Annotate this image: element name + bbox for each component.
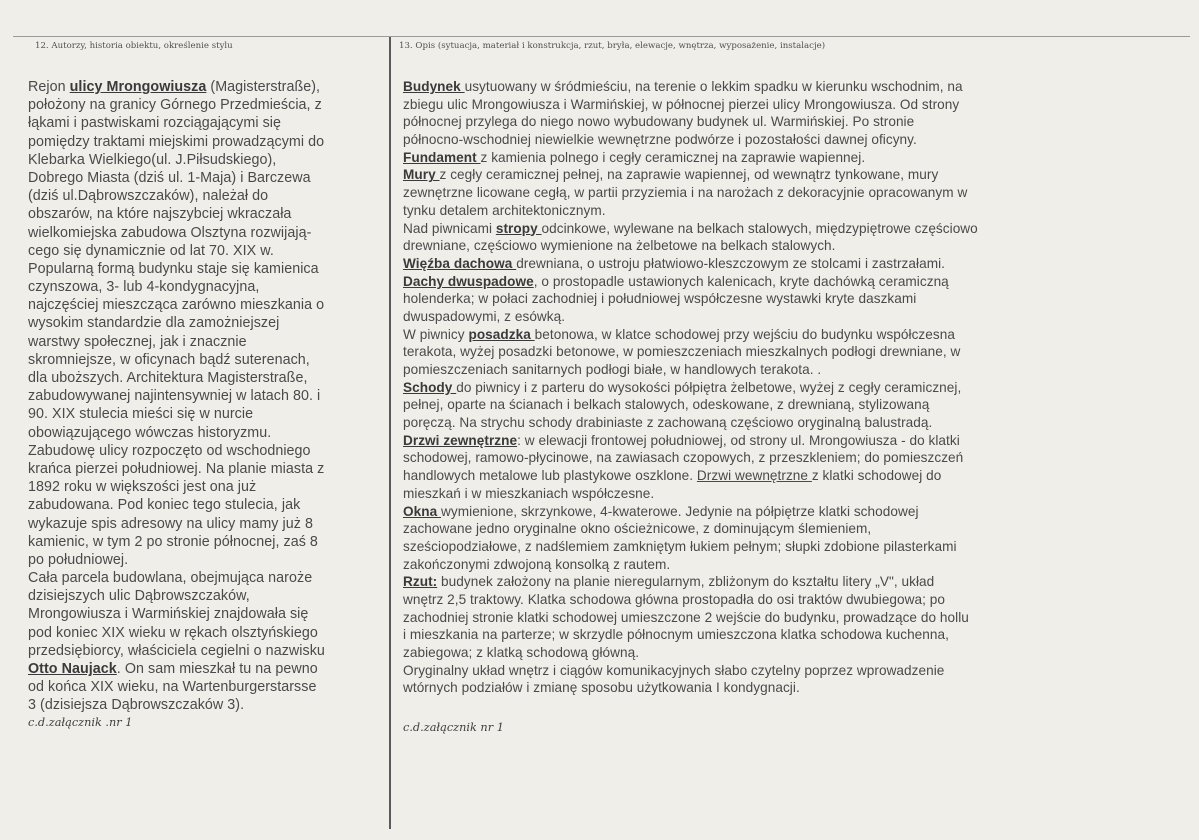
- line-text: pomieszczeniach sanitarnych podłogi białe, w handlowych terakota. .: [403, 362, 822, 377]
- text-line: [403, 449, 1107, 467]
- section-keyword: Okna: [403, 503, 442, 519]
- line-text: (dziś ul.Dąbrowszczaków), należał do: [28, 188, 269, 205]
- line-text: pod koniec XIX wieku w rękach olsztyńskiego: [28, 624, 318, 641]
- line-text: łąkami i pastwiskami rozciągającymi się: [28, 115, 282, 132]
- text-line: [28, 205, 380, 223]
- line-text: obowiązującego wówczas historyzmu.: [28, 424, 272, 441]
- text-line: [28, 551, 380, 569]
- text-line: [28, 224, 380, 242]
- text-line: [403, 326, 1107, 344]
- underlined-term: Drzwi wewnętrzne: [696, 468, 812, 484]
- text-line: [403, 396, 1107, 414]
- line-text: Popularną formą budynku staje się kamienica: [28, 260, 319, 277]
- section-keyword: Drzwi zewnętrzne: [403, 432, 518, 448]
- line-text: pełnej, oparte na ścianach i belkach stalowych, odeskowane, z drewnianą, stylizowaną: [403, 397, 930, 413]
- line-text: Cała parcela budowlana, obejmująca naroże: [28, 570, 313, 587]
- line-text: tynku detalem architektonicznym.: [403, 202, 606, 218]
- section-keyword: Budynek: [403, 79, 465, 94]
- description-column: [403, 78, 1107, 734]
- text-line: [28, 242, 380, 260]
- text-line: [403, 273, 1107, 291]
- text-line: [403, 290, 1107, 308]
- text-line: [403, 131, 1107, 149]
- text-line: [403, 78, 1107, 96]
- section-12-header: 12. Autorzy, historia obiektu, określenie stylu: [35, 41, 233, 51]
- text-line: [403, 662, 1107, 680]
- line-text: Klebarka Wielkiego(ul. J.Piłsudskiego),: [28, 151, 277, 168]
- line-text: wysokim standardzie dla zamożniejszej: [28, 315, 280, 332]
- text-line: [28, 133, 380, 151]
- line-text: , o prostopadle ustawionych kalenicach, kryte dachówką ceramiczną: [533, 273, 949, 289]
- line-text: Mrongowiusza i Warmińskiej znajdowała się: [28, 606, 309, 623]
- line-text: poręczą. Na strychu schody drabiniaste z zachowaną częściowo oryginalną balustradą.: [403, 415, 933, 431]
- line-text: : w elewacji frontowej południowej, od strony ul. Mrongowiusza - do klatki: [517, 432, 960, 448]
- text-line: [28, 678, 380, 696]
- line-text: dzisiejszych ulic Dąbrowszczaków,: [28, 588, 250, 605]
- text-line: [28, 260, 380, 278]
- section-keyword: ulicy Mrongowiusza: [69, 79, 207, 95]
- text-line: [403, 432, 1107, 450]
- text-line: [403, 503, 1107, 521]
- text-line: [28, 442, 380, 460]
- line-text: dwuspadowymi, z esówką.: [403, 308, 566, 324]
- text-line: [403, 538, 1107, 556]
- text-line: [28, 460, 380, 478]
- text-line: [28, 478, 380, 496]
- line-text: zachodniej stronie klatki schodowej umieszczone 2 wejście do budynku, prowadzące do hollu: [403, 609, 969, 625]
- line-text: zabiegowa; z klatką schodową główną.: [403, 645, 640, 660]
- section-keyword: Rzut:: [403, 574, 438, 590]
- text-line: [403, 485, 1107, 503]
- text-line: [403, 467, 1107, 485]
- text-line: [28, 351, 380, 369]
- text-line: [28, 114, 380, 132]
- line-text: handlowych metalowe lub plastykowe oszklone.: [403, 468, 697, 484]
- line-text: północnej przylega do niego nowo wybudowany budynek ul. Warmińskiej. Po stronie: [403, 114, 915, 130]
- text-line: [28, 187, 380, 205]
- line-text: mieszkań i w mieszkaniach współczesne.: [403, 485, 655, 501]
- line-text: budynek założony na planie nieregularnym, zbliżonym do kształtu litery „V", układ: [437, 574, 935, 590]
- line-text: terakota, wyżej posadzki betonowe, w pomieszczeniach mieszkalnych podłogi drewniane, w: [403, 344, 961, 360]
- text-line: [28, 369, 380, 387]
- text-line: [403, 379, 1107, 397]
- section-keyword: Więźba dachowa: [403, 255, 517, 271]
- header-rule: [13, 36, 1190, 37]
- text-line: [28, 605, 380, 623]
- text-line: [403, 679, 1107, 697]
- line-text: schodowej, ramowo-płycinowe, na zawiasach czopowych, z przeszkleniem; do pomieszczeń: [403, 450, 964, 466]
- line-text: zewnętrzne licowane cegłą, w partii przyziemia i na narożach z dekoracyjnie opracowanym w: [403, 185, 968, 201]
- line-text: Zabudowę ulicy rozpoczęto od wschodniego: [28, 442, 311, 459]
- text-line: [403, 220, 1107, 238]
- line-text: W piwnicy: [403, 326, 469, 342]
- line-text: cego się dynamicznie od lat 70. XIX w.: [28, 242, 274, 259]
- line-text: pomiędzy traktami miejskimi prowadzącymi do: [28, 133, 325, 150]
- section-keyword: Schody: [403, 379, 457, 395]
- line-text: drewniana, o ustroju płatwiowo-kleszczowym ze stolcami i zastrzałami.: [516, 255, 945, 271]
- line-text: skromniejsze, w oficynach bądź suterenach,: [28, 351, 310, 368]
- line-text: zabudowywanej najintensywniej w latach 80. i: [28, 388, 321, 405]
- history-column: [28, 78, 380, 729]
- line-text: zbiegu ulic Mrongowiusza i Warmińskiej, w północnej pierzei ulicy Mrongowiusza. Od strony: [403, 96, 960, 112]
- section-keyword: Dachy dwuspadowe: [403, 273, 534, 289]
- text-line: [28, 333, 380, 351]
- line-text: holenderka; w połaci zachodniej i południowej współczesne wystawki kryte daszkami: [403, 291, 917, 307]
- line-text: sześciopodziałowe, z nadślemiem zamkniętym łukiem pełnym; słupki zdobione pilasterkami: [403, 538, 957, 554]
- line-text: od końca XIX wieku, na Wartenburgerstarsse: [28, 679, 317, 696]
- text-line: [28, 696, 380, 714]
- line-text: odcinkowe, wylewane na belkach stalowych, międzypiętrowe częściowo: [541, 220, 978, 236]
- text-line: [28, 278, 380, 296]
- text-line: [403, 414, 1107, 432]
- text-line: [28, 587, 380, 605]
- text-line: [403, 573, 1107, 591]
- line-text: Nad piwnicami: [403, 220, 496, 236]
- continuation-note: c.d.załącznik nr 1: [403, 721, 504, 735]
- text-line: [28, 96, 380, 114]
- line-text: usytuowany w śródmieściu, na terenie o lekkim spadku w kierunku wschodnim, na: [464, 79, 963, 94]
- text-line: [403, 591, 1107, 609]
- text-line: [28, 424, 380, 442]
- line-text: 3 (dzisiejsza Dąbrowszczaków 3).: [28, 697, 245, 714]
- line-text: Oryginalny układ wnętrz i ciągów komunikacyjnych słabo czytelny poprzez wprowadzenie: [403, 662, 945, 678]
- line-text: po południowej.: [28, 551, 129, 568]
- section-keyword: Mury: [403, 167, 440, 183]
- text-line: [28, 642, 380, 660]
- text-line: [28, 78, 380, 96]
- text-line: [28, 151, 380, 169]
- line-text: (Magisterstraße),: [206, 79, 321, 95]
- text-line: [403, 520, 1107, 538]
- line-text: zachowane jedno oryginalne okno ościeżnicowe, z dominującym ślemieniem,: [403, 521, 872, 537]
- line-text: przedsiębiorcy, właściciela cegielni o nazwisku: [28, 642, 325, 659]
- line-text: do piwnicy i z parteru do wysokości półpiętra żelbetowe, wyżej z cegły ceramicznej,: [456, 379, 962, 395]
- line-text: 90. XIX stulecia mieści się w nurcie: [28, 406, 254, 423]
- line-text: kamienic, w tym 2 po stronie północnej, zaś 8: [28, 533, 318, 550]
- line-text: drewniane, częściowo wymienione na żelbetowe na belkach stalowych.: [403, 238, 836, 254]
- text-line: [403, 644, 1107, 662]
- text-line: [403, 166, 1107, 184]
- text-line: [403, 237, 1107, 255]
- text-line: [403, 113, 1107, 131]
- line-text: Dobrego Miasta (dziś ul. 1-Maja) i Barczewa: [28, 169, 311, 186]
- line-text: wielkomiejska zabudowa Olsztyna rozwijają-: [28, 224, 312, 241]
- text-line: [28, 533, 380, 551]
- line-text: wykazuje spis adresowy na ulicy mamy już 8: [28, 515, 313, 532]
- text-line: [403, 184, 1107, 202]
- line-text: Rejon: [28, 79, 70, 95]
- text-line: [28, 387, 380, 405]
- text-line: [403, 96, 1107, 114]
- line-text: z klatki schodowej do: [811, 468, 942, 484]
- column-divider: [389, 37, 391, 829]
- text-line: [403, 609, 1107, 627]
- text-line: [28, 660, 380, 678]
- text-line: [28, 314, 380, 332]
- line-text: wnętrz 2,5 traktowy. Klatka schodowa główna prostopadła do osi traktów dwubiegowa; po: [403, 591, 946, 607]
- text-line: [28, 169, 380, 187]
- line-text: obszarów, na które najszybciej wkraczała: [28, 206, 292, 223]
- line-text: warstwy społecznej, jak i znacznie: [28, 333, 247, 350]
- section-keyword: posadzka: [468, 326, 535, 342]
- text-line: [403, 556, 1107, 574]
- section-13-header: 13. Opis (sytuacja, materiał i konstrukcja, rzut, bryła, elewacje, wnętrza, wyposażenie, instalacje): [399, 41, 826, 51]
- text-line: [403, 361, 1107, 379]
- line-text: wtórnych podziałów i zmianę sposobu użytkowania I kondygnacji.: [403, 680, 800, 696]
- line-text: z kamienia polnego i cegły ceramicznej na zaprawie wapiennej.: [480, 149, 866, 165]
- text-line: [28, 405, 380, 423]
- text-line: [403, 202, 1107, 220]
- text-line: [403, 149, 1107, 167]
- line-text: . On sam mieszkał tu na pewno: [116, 661, 318, 677]
- line-text: wymienione, skrzynkowe, 4-kwaterowe. Jedynie na półpiętrze klatki schodowej: [441, 503, 919, 519]
- line-text: zabudowana. Pod koniec tego stulecia, jak: [28, 497, 301, 514]
- text-line: [28, 624, 380, 642]
- line-text: dla uboższych. Architektura Magisterstraße,: [28, 370, 308, 386]
- section-keyword: Otto Naujack: [28, 661, 117, 677]
- line-text: położony na granicy Górnego Przedmieścia, z: [28, 97, 322, 114]
- line-text: zakończonymi zdwojoną konsolką z rautem.: [403, 556, 671, 572]
- line-text: krańca pierzei południowej. Na planie miasta z: [28, 460, 325, 477]
- line-text: i mieszkania na parterze; w skrzydle północnym umieszczona klatka schodowa kuchenna,: [403, 627, 949, 643]
- text-line: [28, 296, 380, 314]
- text-line: [28, 569, 380, 587]
- line-text: z cegły ceramicznej pełnej, na zaprawie wapiennej, od wewnątrz tynkowane, mury: [439, 167, 939, 183]
- section-keyword: stropy: [495, 220, 542, 236]
- line-text: północno-wschodniej niewielkie wewnętrzne podwórze i pozostałości dawnej oficyny.: [403, 132, 917, 148]
- text-line: [403, 308, 1107, 326]
- line-text: 1892 roku w większości jest ona już: [28, 479, 257, 496]
- line-text: najczęściej mieszcząca zarówno mieszkania o: [28, 297, 325, 314]
- continuation-note: c.d.załącznik .nr 1: [28, 715, 133, 729]
- line-text: betonowa, w klatce schodowej przy wejściu do budynku współczesna: [534, 326, 955, 342]
- text-line: [403, 255, 1107, 273]
- section-keyword: Fundament: [403, 149, 481, 165]
- text-line: [28, 496, 380, 514]
- line-text: czynszowa, 3- lub 4-kondygnacyjna,: [28, 279, 260, 296]
- text-line: [403, 343, 1107, 361]
- text-line: [28, 515, 380, 533]
- text-line: [403, 626, 1107, 644]
